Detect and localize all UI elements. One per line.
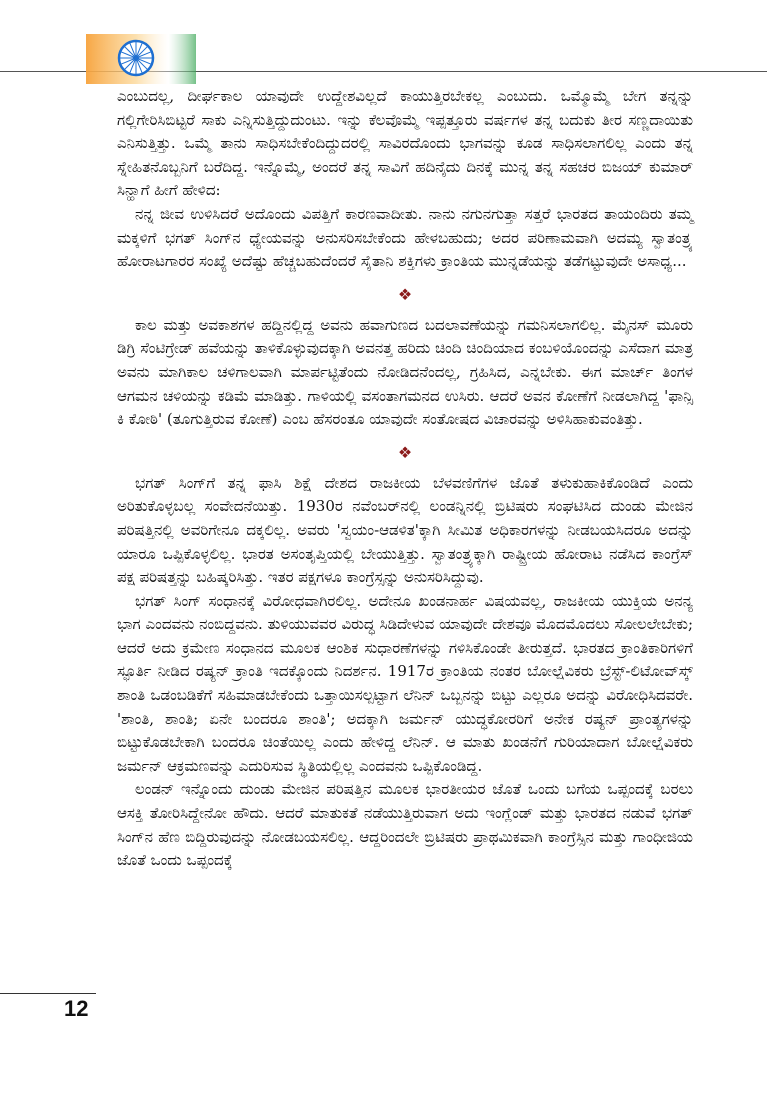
page-number: 12 [64, 996, 89, 1021]
paragraph: ಕಾಲ ಮತ್ತು ಅವಕಾಶಗಳ ಹದ್ದಿನಲ್ಲಿದ್ದ ಅವನು ಹವಾಗುಣದ ಬದಲಾವಣೆಯನ್ನು ಗಮನಿಸಲಾಗಲಿಲ್ಲ. ಮೈನಸ್ ಮೂರು ಡಿಗ್ರಿ ಸೆಂಟಿಗ್ರೇಡ್ ಹವೆಯನ್ನು ತಾಳಿಕೊಳ್ಳುವುದಕ್ಕಾಗಿ ಅವನತ್ತ ಹರಿದು ಚಿಂದಿ ಚಿಂದಿಯಾದ ಕಂಬಳಿಯೊಂದನ್ನು ಎಸೆದಾಗ ಮಾತ್ರ ಅವನು ಮಾಗಿಕಾಲ ಚಳಿಗಾಲವಾಗಿ ಮಾರ್ಪಟ್ಟಿತೆಂದು ನೋಡಿದನೆಂದಲ್ಲ, ಗ್ರಹಿಸಿದ, ಎನ್ನಬೇಕು. ಈಗ ಮಾರ್ಚ್ ತಿಂಗಳ ಆಗಮನ ಚಳಿಯನ್ನು ಕಡಿಮೆ ಮಾಡಿತ್ತು. ಗಾಳಿಯಲ್ಲಿ ವಸಂತಾಗಮನದ ಉಸಿರು. ಆದರೆ ಅವನ ಕೋಣೆಗೆ ನೀಡಲಾಗಿದ್ದ 'ಫಾನ್ಸಿ ಕಿ ಕೋಠಿ' (ತೂಗುತ್ತಿರುವ ಕೋಣೆ) ಎಂಬ ಹೆಸರಂತೂ ಯಾವುದೇ ಸಂತೋಷದ ವಿಚಾರವನ್ನು ಅಳಿಸಿಹಾಕುವಂತಿತ್ತು. [117, 315, 693, 429]
footer-rule [0, 993, 96, 994]
paragraph: ಎಂಬುದಲ್ಲ, ದೀರ್ಘಕಾಲ ಯಾವುದೇ ಉದ್ದೇಶವಿಲ್ಲದೆ ಕಾಯುತ್ತಿರಬೇಕಲ್ಲ ಎಂಬುದು. ಒಮ್ಮೊಮ್ಮೆ ಬೇಗ ತನ್ನನ್ನು ಗಲ್ಲಿಗೇರಿಸಿಬಿಟ್ಟರೆ ಸಾಕು ಎನ್ನಿಸುತ್ತಿದ್ದುದುಂಟು. ಇನ್ನು ಕೆಲವೊಮ್ಮೆ ಇಪ್ಪತ್ತೂರು ವರ್ಷಗಳ ತನ್ನ ಬದುಕು ತೀರ ಸಣ್ಣದಾಯಿತು ಎನಿಸುತ್ತಿತ್ತು. ಒಮ್ಮೆ ತಾನು ಸಾಧಿಸಬೇಕೆಂದಿದ್ದುದರಲ್ಲಿ ಸಾವಿರದೊಂದು ಭಾಗವನ್ನು ಕೂಡ ಸಾಧಿಸಲಾಗಲಿಲ್ಲ ಎಂದು ತನ್ನ ಸ್ನೇಹಿತನೊಬ್ಬನಿಗೆ ಬರೆದಿದ್ದ. ಇನ್ನೊಮ್ಮೆ, ಅಂದರೆ ತನ್ನ ಸಾವಿಗೆ ಹದಿನೈದು ದಿನಕ್ಕೆ ಮುನ್ನ ತನ್ನ ಸಹಚರ ಬಿಜಯ್ ಕುಮಾರ್ ಸಿನ್ಹಾಗೆ ಹೀಗೆ ಹೇಳಿದ: [117, 87, 693, 200]
paragraph: ಭಗತ್ ಸಿಂಗ್ ಸಂಧಾನಕ್ಕೆ ವಿರೋಧವಾಗಿರಲಿಲ್ಲ. ಅದೇನೂ ಖಂಡನಾರ್ಹ ವಿಷಯವಲ್ಲ, ರಾಜಕೀಯ ಯುಕ್ತಿಯ ಅನನ್ಯ ಭಾಗ ಎಂದವನು ನಂಬಿದ್ದವನು. ತುಳಿಯುವವರ ವಿರುದ್ಧ ಸಿಡಿದೇಳುವ ಯಾವುದೇ ದೇಶವೂ ಮೊದಮೊದಲು ಸೋಲಲೇಬೇಕು; ಆದರೆ ಅದು ಕ್ರಮೇಣ ಸಂಧಾನದ ಮೂಲಕ ಆಂಶಿಕ ಸುಧಾರಣೆಗಳನ್ನು ಗಳಿಸಿಕೊಂಡೇ ತೀರುತ್ತದೆ. ಭಾರತದ ಕ್ರಾಂತಿಕಾರಿಗಳಿಗೆ ಸ್ಫೂರ್ತಿ ನೀಡಿದ ರಷ್ಯನ್ ಕ್ರಾಂತಿ ಇದಕ್ಕೊಂದು ನಿದರ್ಶನ. 1917ರ ಕ್ರಾಂತಿಯ ನಂತರ ಬೋಲ್ಷೆವಿಕರು ಬ್ರೆಸ್ಟ್-ಲಿಟೋವ್‌ಸ್ಕ್ ಶಾಂತಿ ಒಡಂಬಡಿಕೆಗೆ ಸಹಿಮಾಡಬೇಕೆಂದು ಒತ್ತಾಯಿಸಲ್ಪಟ್ಟಾಗ ಲೆನಿನ್ ಒಬ್ಬನನ್ನು ಬಿಟ್ಟು ಎಲ್ಲರೂ ಅದನ್ನು ವಿರೋಧಿಸಿದವರೇ. 'ಶಾಂತಿ, ಶಾಂತಿ; ಏನೇ ಬಂದರೂ ಶಾಂತಿ'; ಅದಕ್ಕಾಗಿ ಜರ್ಮನ್ ಯುದ್ಧಕೋರರಿಗೆ ಅನೇಕ ರಷ್ಯನ್ ಪ್ರಾಂತ್ಯಗಳನ್ನು ಬಿಟ್ಟುಕೊಡಬೇಕಾಗಿ ಬಂದರೂ ಚಿಂತೆಯಿಲ್ಲ ಎಂದು ಹೇಳಿದ್ದ ಲೆನಿನ್. ಆ ಮಾತು ಖಂಡನೆಗೆ ಗುರಿಯಾದಾಗ ಬೋಲ್ಷೆವಿಕರು ಜರ್ಮನ್ ಆಕ್ರಮಣವನ್ನು ಎದುರಿಸುವ ಸ್ಥಿತಿಯಲ್ಲಿಲ್ಲ ಎಂದವನು ಒಪ್ಪಿಕೊಂಡಿದ್ದ. [117, 591, 693, 775]
section-divider-icon: ❖ [397, 284, 413, 304]
quote-paragraph: ನನ್ನ ಜೀವ ಉಳಿಸಿದರೆ ಅದೊಂದು ವಿಪತ್ತಿಗೆ ಕಾರಣವಾದೀತು. ನಾನು ನಗುನಗುತ್ತಾ ಸತ್ತರೆ ಭಾರತದ ತಾಯಂದಿರು ತಮ್ಮ ಮಕ್ಕಳಿಗೆ ಭಗತ್ ಸಿಂಗ್‌ನ ಧ್ಯೇಯವನ್ನು ಅನುಸರಿಸಬೇಕೆಂದು ಹೇಳಬಹುದು; ಅದರ ಪರಿಣಾಮವಾಗಿ ಅದಮ್ಯ ಸ್ವಾತಂತ್ರ್ಯ ಹೋರಾಟಗಾರರ ಸಂಖ್ಯೆ ಅದೆಷ್ಟು ಹೆಚ್ಚಬಹುದೆಂದರೆ ಸೈತಾನಿ ಶಕ್ತಿಗಳು ಕ್ರಾಂತಿಯ ಮುನ್ನಡೆಯನ್ನು ತಡೆಗಟ್ಟುವುದೇ ಅಸಾಧ್ಯ... [117, 204, 693, 271]
section-divider-icon: ❖ [397, 442, 413, 462]
paragraph: ಲಂಡನ್ ಇನ್ನೊಂದು ದುಂಡು ಮೇಜಿನ ಪರಿಷತ್ತಿನ ಮೂಲಕ ಭಾರತೀಯರ ಜೊತೆ ಒಂದು ಬಗೆಯ ಒಪ್ಪಂದಕ್ಕೆ ಬರಲು ಆಸಕ್ತಿ ತೋರಿಸಿದ್ದೇನೋ ಹೌದು. ಆದರೆ ಮಾತುಕತೆ ನಡೆಯುತ್ತಿರುವಾಗ ಅದು ಇಂಗ್ಲೆಂಡ್ ಮತ್ತು ಭಾರತದ ನಡುವೆ ಭಗತ್ ಸಿಂಗ್‌ನ ಹೆಣ ಬಿದ್ದಿರುವುದನ್ನು ನೋಡಬಯಸಲಿಲ್ಲ. ಆದ್ದರಿಂದಲೇ ಬ್ರಿಟಿಷರು ಪ್ರಾಥಮಿಕವಾಗಿ ಕಾಂಗ್ರೆಸ್ಸಿನ ಮತ್ತು ಗಾಂಧೀಜಿಯ ಜೊತೆ ಒಂದು ಒಪ್ಪಂದಕ್ಕೆ [117, 780, 693, 870]
flag-chakra-icon [86, 34, 196, 84]
paragraph: ಭಗತ್ ಸಿಂಗ್‌ಗೆ ತನ್ನ ಫಾಸಿ ಶಿಕ್ಷೆ ದೇಶದ ರಾಜಕೀಯ ಬೆಳವಣಿಗೆಗಳ ಜೊತೆ ತಳುಕುಹಾಕಿಕೊಂಡಿದೆ ಎಂದು ಅರಿತುಕೊಳ್ಳಬಲ್ಲ ಸಂವೇದನೆಯಿತ್ತು. 1930ರ ನವೆಂಬರ್‌ನಲ್ಲಿ ಲಂಡನ್ನಿನಲ್ಲಿ ಬ್ರಿಟಿಷರು ಸಂಘಟಿಸಿದ ದುಂಡು ಮೇಜಿನ ಪರಿಷತ್ತಿನಲ್ಲಿ ಅವರಿಗೇನೂ ದಕ್ಕಲಿಲ್ಲ. ಅವರು 'ಸ್ವಯಂ-ಆಡಳಿತ'ಕ್ಕಾಗಿ ಸೀಮಿತ ಅಧಿಕಾರಗಳನ್ನು ನೀಡಬಯಸಿದರೂ ಅದನ್ನು ಯಾರೂ ಒಪ್ಪಿಕೊಳ್ಳಲಿಲ್ಲ. ಭಾರತ ಅಸಂತೃಪ್ತಿಯಲ್ಲಿ ಬೇಯುತ್ತಿತ್ತು. ಸ್ವಾತಂತ್ರ್ಯಕ್ಕಾಗಿ ರಾಷ್ಟ್ರೀಯ ಹೋರಾಟ ನಡೆಸಿದ ಕಾಂಗ್ರೆಸ್ ಪಕ್ಷ ಪರಿಷತ್ತನ್ನು ಬಹಿಷ್ಕರಿಸಿತ್ತು. ಇತರ ಪಕ್ಷಗಳೂ ಕಾಂಗ್ರೆಸ್ಸನ್ನು ಅನುಸರಿಸಿದ್ದುವು. [117, 473, 693, 587]
body-text [117, 85, 693, 873]
